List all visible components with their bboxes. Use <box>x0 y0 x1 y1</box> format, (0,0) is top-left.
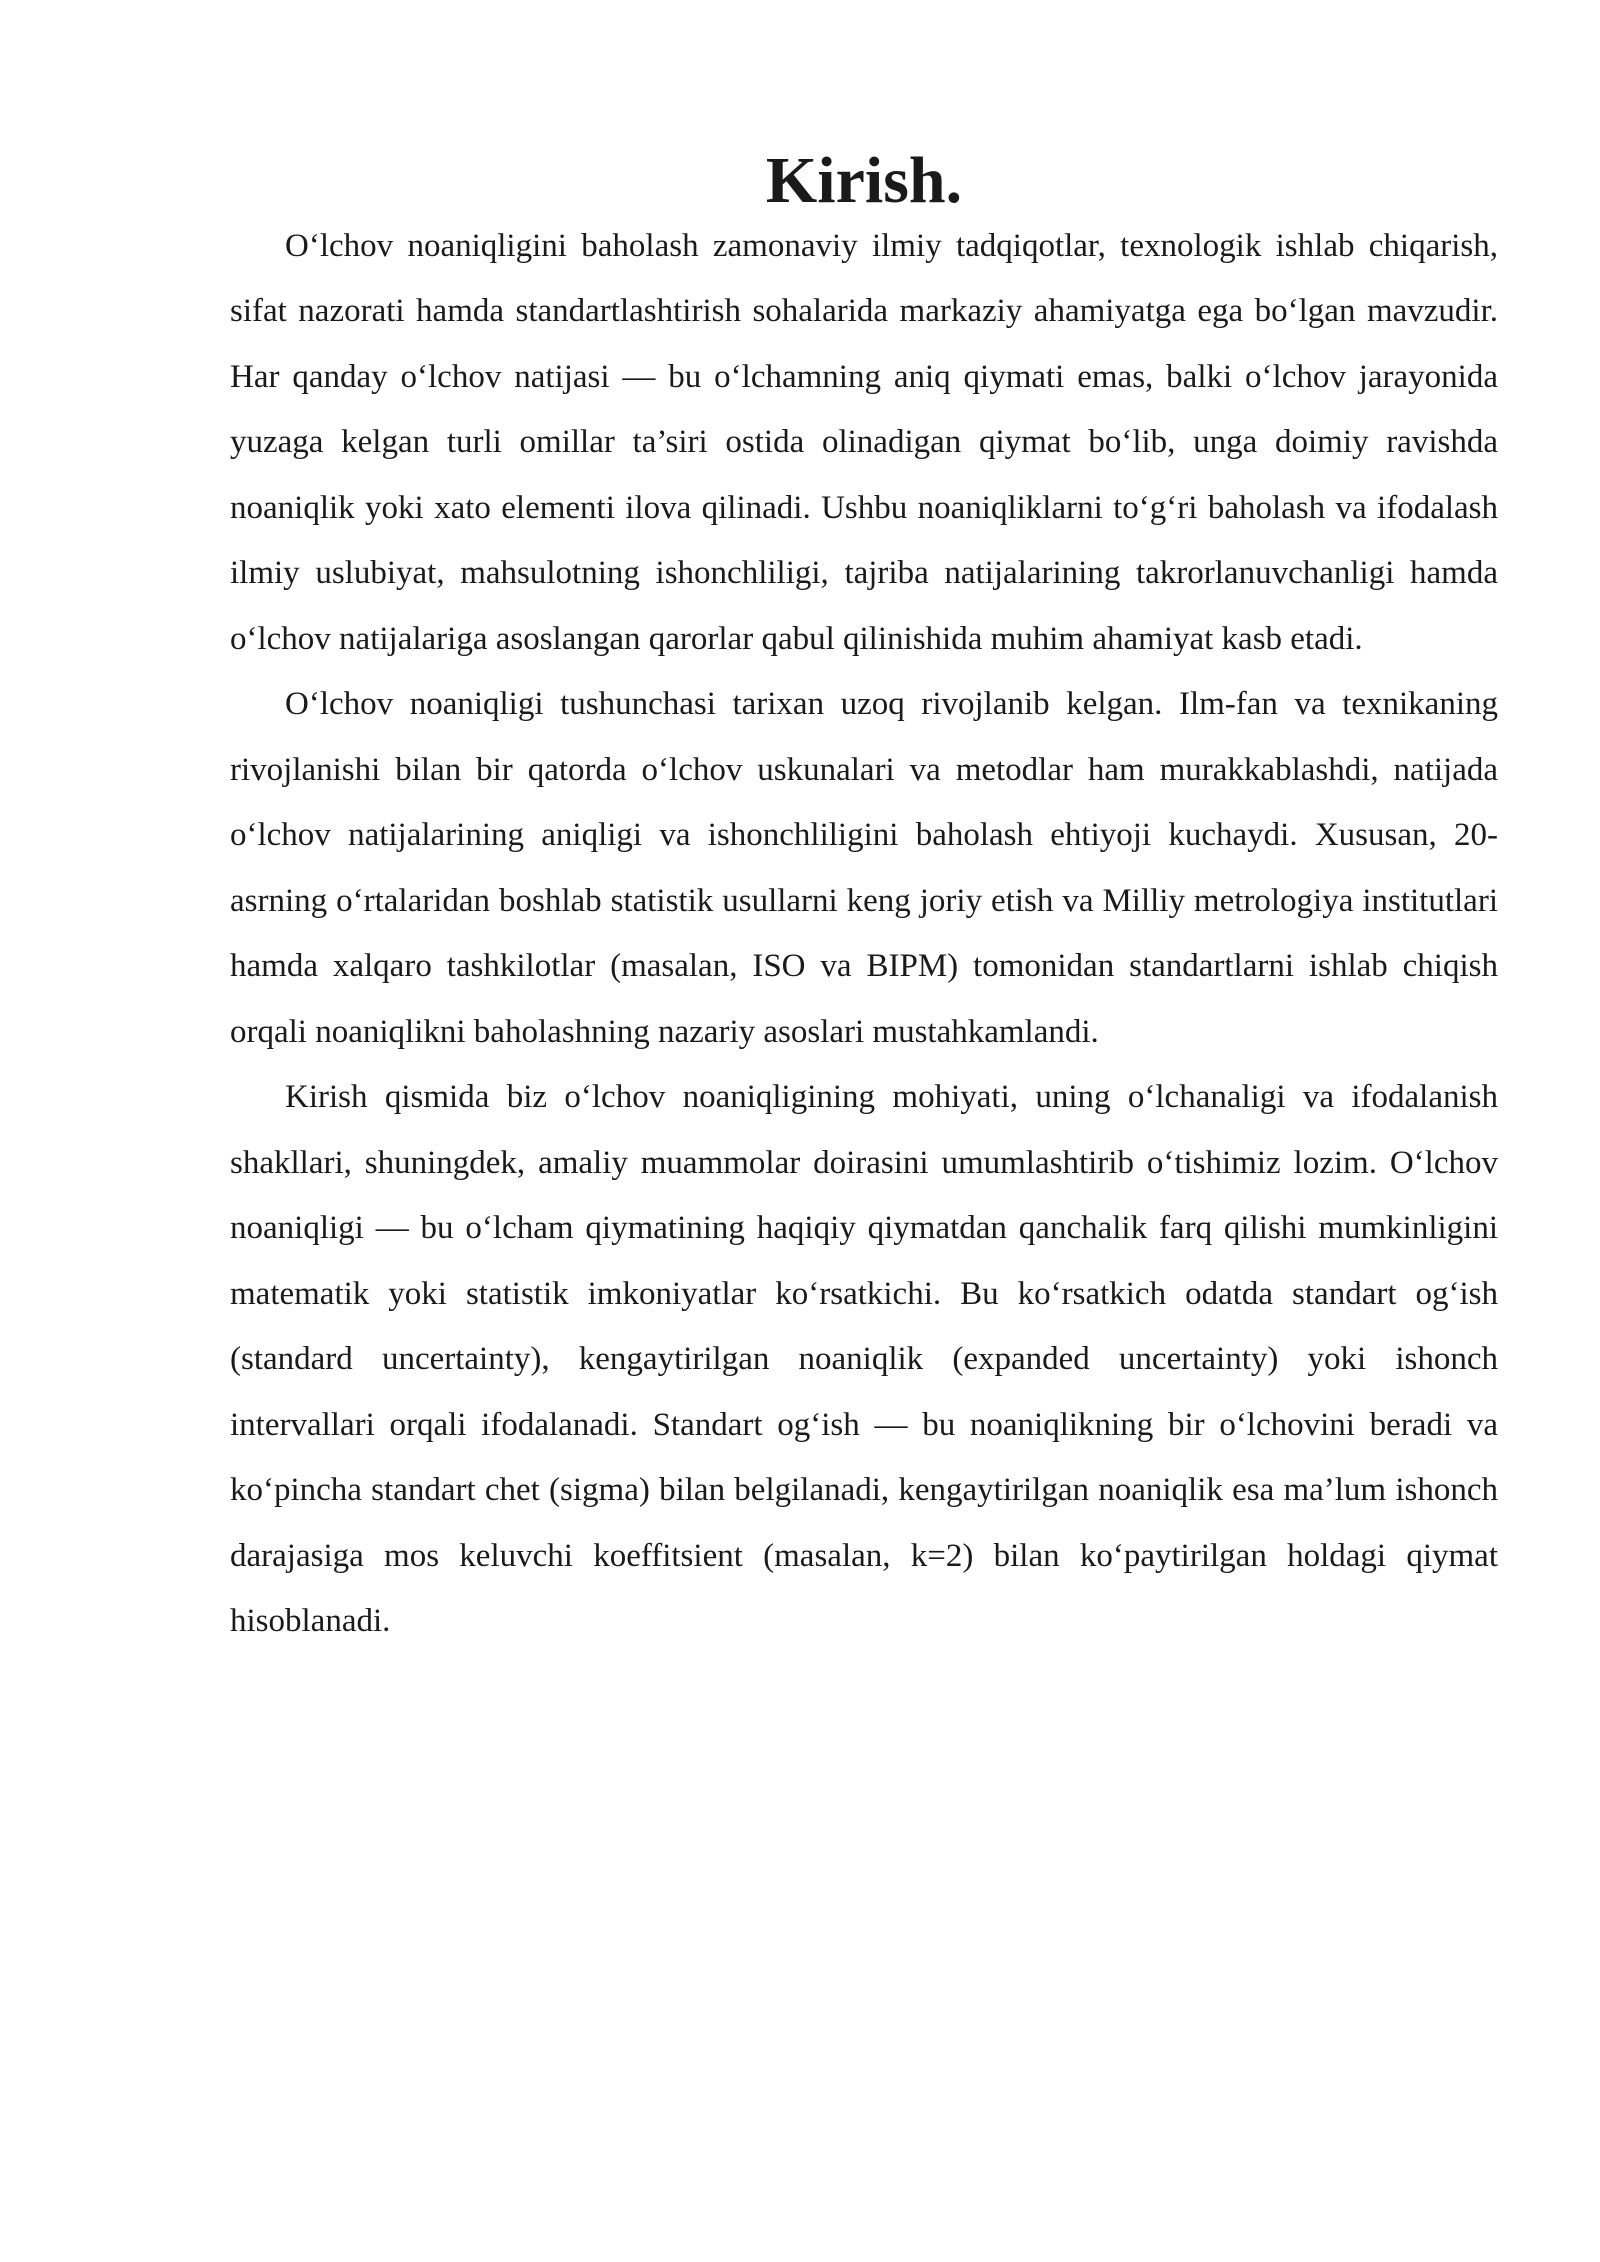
paragraph-1: O‘lchov noaniqligini baholash zamonaviy ilmiy tadqiqotlar, texnologik ishlab chiqarish, sifat nazorati hamda standartlashtirish sohalarida markaziy ahamiyatga ega bo‘lgan mavzudir. Har qanday o‘lchov natijasi — bu o‘lchamning aniq qiymati emas, balki o‘lchov jarayonida yuzaga kelgan turli omillar ta’siri ostida olinadigan qiymat bo‘lib, unga doimiy ravishda noaniqlik yoki xato elementi ilova qilinadi. Ushbu noaniqliklarni to‘g‘ri baholash va ifodalash ilmiy uslubiyat, mahsulotning ishonchliligi, tajriba natijalarining takrorlanuvchanligi hamda o‘lchov natijalariga asoslangan qarorlar qabul qilinishida muhim ahamiyat kasb etadi. <box>230 227 1498 657</box>
document-title: Kirish. <box>765 144 963 217</box>
document-page <box>230 144 1498 1655</box>
paragraph-3: Kirish qismida biz o‘lchov noaniqligining mohiyati, uning o‘lchanaligi va ifodalanish shakllari, shuningdek, amaliy muammolar doirasini umumlashtirib o‘tishimiz lozim. O‘lchov noaniqligi — bu o‘lcham qiymatining haqiqiy qiymatdan qanchalik farq qilishi mumkinligini matematik yoki statistik imkoniyatlar ko‘rsatkichi. Bu ko‘rsatkich odatda standart og‘ish (standard uncertainty), kengaytirilgan noaniqlik (expanded uncertainty) yoki ishonch intervallari orqali ifodalanadi. Standart og‘ish — bu noaniqlikning bir o‘lchovini beradi va ko‘pincha standart chet (sigma) bilan belgilanadi, kengaytirilgan noaniqlik esa ma’lum ishonch darajasiga mos keluvchi koeffitsient (masalan, k=2) bilan ko‘paytirilgan holdagi qiymat hisoblanadi. <box>230 1079 1498 1639</box>
paragraph-2: O‘lchov noaniqligi tushunchasi tarixan uzoq rivojlanib kelgan. Ilm-fan va texnikaning rivojlanishi bilan bir qatorda o‘lchov uskunalari va metodlar ham murakkablashdi, natijada o‘lchov natijalarining aniqligi va ishonchliligini baholash ehtiyoji kuchaydi. Xususan, 20-asrning o‘rtalaridan boshlab statistik usullarni keng joriy etish va Milliy metrologiya institutlari hamda xalqaro tashkilotlar (masalan, ISO va BIPM) tomonidan standartlarni ishlab chiqish orqali noaniqlikni baholashning nazariy asoslari mustahkamlandi. <box>230 686 1498 1050</box>
